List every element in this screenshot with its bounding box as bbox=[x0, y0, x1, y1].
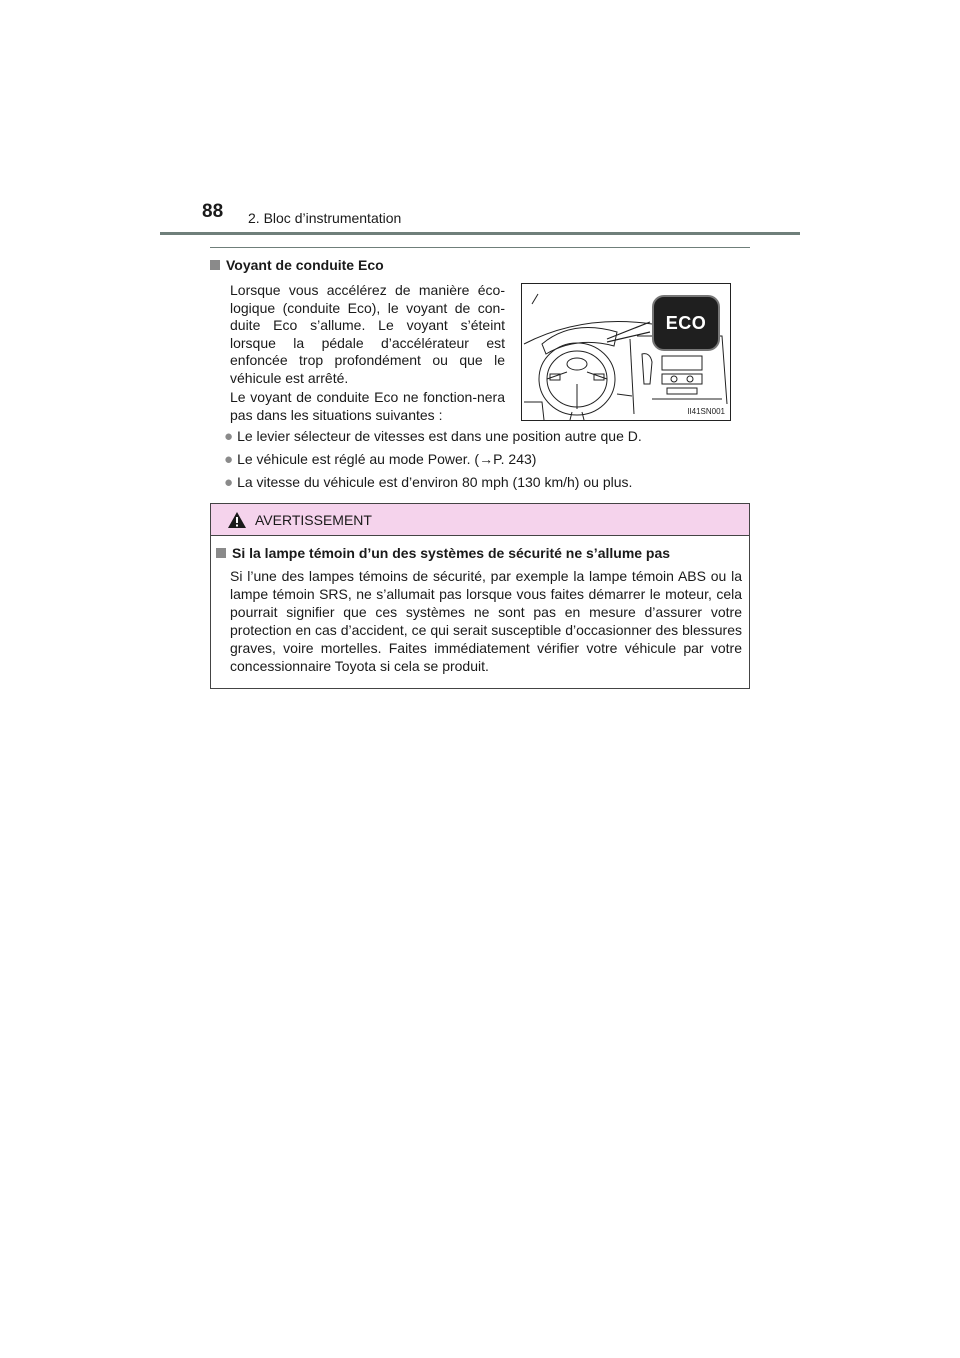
bullet-dot-icon: ● bbox=[224, 474, 234, 491]
eco-paragraph-1: Lorsque vous accélérez de manière éco-logique (conduite Eco), le voyant de con-duite Eco s’allume. Le voyant s’éteint lorsque la pédale d’accélérateur est enfoncée trop profondément ou que le véhicule est arrêté. bbox=[230, 282, 505, 386]
warning-box bbox=[210, 503, 750, 689]
list-item bbox=[224, 474, 632, 491]
warning-title bbox=[216, 545, 670, 561]
eco-heading bbox=[210, 257, 384, 273]
warning-title-text: Si la lampe témoin d’un des systèmes de sécurité ne s’allume pas bbox=[232, 545, 671, 561]
list-item-text: Le véhicule est réglé au mode Power. (→P. 243) bbox=[237, 451, 537, 467]
list-item bbox=[224, 451, 536, 468]
section-title: 2. Bloc d’instrumentation bbox=[248, 210, 402, 226]
warning-triangle-icon bbox=[227, 511, 247, 529]
warning-header bbox=[211, 504, 749, 536]
warning-body: Si l’une des lampes témoins de sécurité, par exemple la lampe témoin ABS ou la lampe témoin SRS, ne s’allumait pas lorsque vous faites démarrer le moteur, cela pourrait signifier que ces systèmes ne sont pas en mesure d’assurer votre protection en cas d’accident, ce qui serait susceptible d’occasionner des blessures graves, voire mortelles. Faites immédiatement vérifier votre véhicule par votre concessionnaire Toyota si cela se produit. bbox=[230, 568, 742, 674]
header-divider bbox=[160, 232, 800, 235]
square-bullet-icon bbox=[216, 548, 226, 558]
illustration-code: II41SN001 bbox=[687, 407, 725, 416]
eco-indicator-icon bbox=[652, 295, 720, 351]
square-bullet-icon bbox=[210, 260, 220, 270]
list-item-text: Le levier sélecteur de vitesses est dans une position autre que D. bbox=[237, 428, 642, 444]
page-number: 88 bbox=[202, 201, 224, 222]
bullet-dot-icon: ● bbox=[224, 451, 234, 468]
section-divider bbox=[210, 247, 750, 248]
dashboard-illustration bbox=[521, 283, 731, 421]
eco-paragraph-2: Le voyant de conduite Eco ne fonction-nera pas dans les situations suivantes : bbox=[230, 389, 505, 423]
eco-heading-text: Voyant de conduite Eco bbox=[226, 257, 384, 273]
bullet-dot-icon: ● bbox=[224, 428, 234, 445]
list-item bbox=[224, 428, 642, 445]
list-item-text: La vitesse du véhicule est d’environ 80 mph (130 km/h) ou plus. bbox=[237, 474, 633, 490]
eco-badge-text: ECO bbox=[662, 311, 711, 336]
warning-label: AVERTISSEMENT bbox=[255, 511, 372, 528]
